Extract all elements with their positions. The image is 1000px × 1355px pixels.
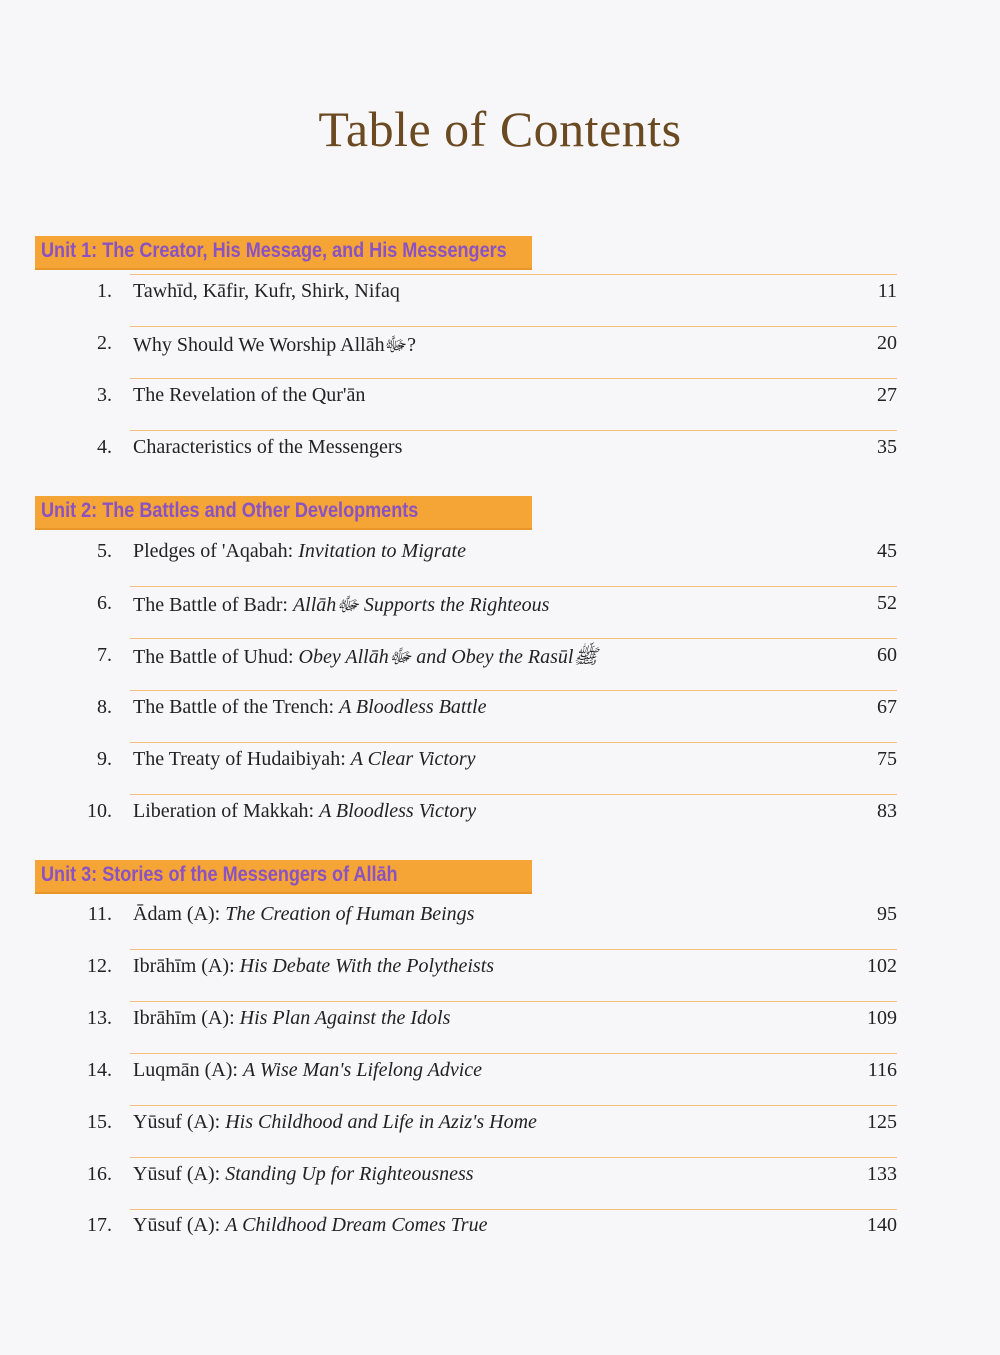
entry-number: 2. — [97, 332, 112, 354]
entry-number: 9. — [97, 748, 112, 770]
entry-number: 7. — [97, 644, 112, 666]
unit-header-1 — [35, 236, 532, 270]
entry-number: 8. — [97, 696, 112, 718]
entry-number: 13. — [87, 1007, 112, 1029]
toc-entry[interactable] — [85, 744, 897, 774]
toc-entry[interactable] — [85, 692, 897, 722]
entry-number: 11. — [87, 903, 112, 925]
entry-title: Luqmān (A): — [133, 1059, 243, 1081]
entry-title: Ādam (A): — [133, 903, 226, 925]
toc-entry[interactable] — [85, 640, 897, 670]
divider — [130, 742, 897, 743]
entry-page-number: 45 — [877, 540, 897, 562]
unit-label: Unit 1: The Creator, His Message, and His Messengers — [41, 239, 507, 262]
toc-entry[interactable] — [85, 796, 897, 826]
divider — [130, 586, 897, 587]
entry-page-number: 95 — [877, 903, 897, 925]
entry-title: The Battle of the Trench: — [133, 696, 340, 718]
entry-page-number: 125 — [867, 1111, 897, 1133]
toc-entry[interactable] — [85, 328, 897, 358]
entry-number: 5. — [97, 540, 112, 562]
entry-title: Characteristics of the Messengers — [133, 436, 403, 458]
entry-page-number: 27 — [877, 384, 897, 406]
entry-subtitle: A Bloodless Victory — [319, 800, 477, 822]
entry-page-number: 83 — [877, 800, 897, 822]
divider — [130, 794, 897, 795]
toc-entry[interactable] — [85, 1159, 897, 1189]
toc-entry[interactable] — [85, 1210, 897, 1240]
entry-number: 16. — [87, 1163, 112, 1185]
entry-title: Ibrāhīm (A): — [133, 955, 240, 977]
entry-subtitle: A Childhood Dream Comes True — [225, 1214, 488, 1236]
entry-title: The Battle of Uhud: — [133, 646, 299, 668]
entry-title: Yūsuf (A): — [133, 1111, 226, 1133]
entry-number: 6. — [97, 592, 112, 614]
entry-subtitle: Invitation to Migrate — [298, 540, 466, 562]
entry-subtitle: A Wise Man's Lifelong Advice — [242, 1059, 483, 1081]
unit-label: Unit 3: Stories of the Messengers of Allāh — [41, 863, 398, 886]
divider — [130, 690, 897, 691]
toc-entry[interactable] — [85, 380, 897, 410]
entry-number: 3. — [97, 384, 112, 406]
entry-page-number: 102 — [867, 955, 897, 977]
entry-subtitle: His Childhood and Life in Aziz's Home — [225, 1111, 537, 1133]
entry-title: Yūsuf (A): — [133, 1214, 226, 1236]
unit-header-3 — [35, 860, 532, 894]
entry-page-number: 116 — [867, 1059, 897, 1081]
entry-title: Pledges of 'Aqabah: — [133, 540, 299, 562]
entry-number: 4. — [97, 436, 112, 458]
divider — [130, 326, 897, 327]
toc-entry[interactable] — [85, 1055, 897, 1085]
entry-page-number: 109 — [867, 1007, 897, 1029]
entry-page-number: 52 — [877, 592, 897, 614]
toc-entry[interactable] — [85, 432, 897, 462]
toc-entry[interactable] — [85, 536, 897, 566]
divider — [130, 1001, 897, 1002]
unit-label: Unit 2: The Battles and Other Developments — [41, 499, 419, 522]
divider — [130, 274, 897, 275]
entry-page-number: 11 — [877, 280, 897, 302]
entry-page-number: 133 — [867, 1163, 897, 1185]
entry-title: The Revelation of the Qur'ān — [133, 384, 366, 406]
entry-page-number: 75 — [877, 748, 897, 770]
entry-subtitle: A Bloodless Battle — [339, 696, 487, 718]
entry-title: Why Should We Worship Allāhﷻ? — [133, 334, 417, 356]
divider — [130, 1105, 897, 1106]
entry-number: 10. — [87, 800, 112, 822]
entry-title: Liberation of Makkah: — [133, 800, 320, 822]
toc-entry[interactable] — [85, 899, 897, 929]
entry-subtitle: Obey Allāhﷻ and Obey the Rasūlﷺ — [298, 646, 598, 668]
entry-page-number: 35 — [877, 436, 897, 458]
entry-number: 1. — [97, 280, 112, 302]
entry-title: The Battle of Badr: — [133, 594, 293, 616]
entry-page-number: 60 — [877, 644, 897, 666]
entry-page-number: 140 — [867, 1214, 897, 1236]
page-title: Table of Contents — [318, 101, 682, 157]
entry-subtitle: Allāhﷻ Supports the Righteous — [292, 594, 550, 616]
entry-number: 15. — [87, 1111, 112, 1133]
entry-page-number: 20 — [877, 332, 897, 354]
divider — [130, 1157, 897, 1158]
toc-entry[interactable] — [85, 1107, 897, 1137]
divider — [130, 638, 897, 639]
entry-number: 12. — [87, 955, 112, 977]
entry-number: 17. — [87, 1214, 112, 1236]
divider — [130, 1053, 897, 1054]
toc-entry[interactable] — [85, 1003, 897, 1033]
divider — [130, 378, 897, 379]
entry-title: Yūsuf (A): — [133, 1163, 226, 1185]
entry-title: Tawhīd, Kāfir, Kufr, Shirk, Nifaq — [133, 280, 400, 302]
entry-number: 14. — [87, 1059, 112, 1081]
entry-subtitle: The Creation of Human Beings — [225, 903, 475, 925]
toc-entry[interactable] — [85, 276, 897, 306]
entry-page-number: 67 — [877, 696, 897, 718]
toc-entry[interactable] — [85, 588, 897, 618]
entry-subtitle: Standing Up for Righteousness — [225, 1163, 474, 1185]
toc-entry[interactable] — [85, 951, 897, 981]
entry-title: Ibrāhīm (A): — [133, 1007, 240, 1029]
unit-header-2 — [35, 496, 532, 530]
divider — [130, 949, 897, 950]
entry-subtitle: His Plan Against the Idols — [239, 1007, 451, 1029]
entry-subtitle: A Clear Victory — [350, 748, 476, 770]
entry-title: The Treaty of Hudaibiyah: — [133, 748, 351, 770]
entry-subtitle: His Debate With the Polytheists — [239, 955, 495, 977]
divider — [130, 430, 897, 431]
